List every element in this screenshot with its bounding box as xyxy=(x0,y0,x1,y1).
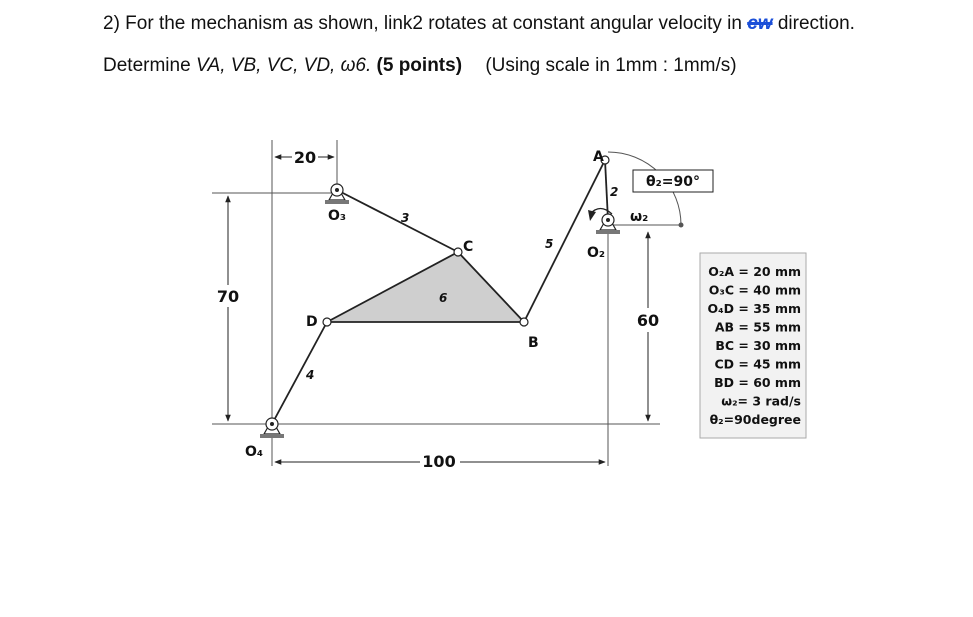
label-a: A xyxy=(593,149,604,165)
link-3 xyxy=(337,190,458,252)
given-item: AB = 55 mm xyxy=(714,319,801,335)
question-line-1-prefix: 2) For the mechanism as shown, link2 rotates at constant angular velocity in xyxy=(103,13,742,34)
omega2-label: ω₂ xyxy=(630,209,649,225)
joint-c xyxy=(454,248,462,256)
direction-annotation: cw xyxy=(747,13,773,34)
dim-70-label: 70 xyxy=(216,287,240,306)
omega2-arrowhead xyxy=(588,210,596,221)
label-b: B xyxy=(528,335,539,351)
dim-100-label: 100 xyxy=(422,452,456,471)
given-item: BD = 60 mm xyxy=(714,375,801,390)
link-label-6: 6 xyxy=(439,291,448,305)
label-d: D xyxy=(306,314,318,330)
dim-60-label: 60 xyxy=(636,311,660,330)
link-label-2: 2 xyxy=(610,185,619,199)
theta-arc-end xyxy=(679,223,684,228)
given-item: O₄D = 35 mm xyxy=(707,301,801,316)
dim-20-label: 20 xyxy=(293,148,317,167)
link-label-4: 4 xyxy=(306,368,315,382)
label-o2: O₂ xyxy=(587,245,606,261)
given-item: ω₂= 3 rad/s xyxy=(721,393,801,409)
given-item: O₃C = 40 mm xyxy=(708,282,801,298)
unknown-variables: VA, VB, VC, VD, ω6. xyxy=(195,55,372,76)
given-item: θ₂=90degree xyxy=(709,412,801,427)
joint-d xyxy=(323,318,331,326)
link-4 xyxy=(272,322,327,424)
given-item: O₂A = 20 mm xyxy=(708,264,801,279)
ground-pivot-o4 xyxy=(260,418,284,438)
given-item: BC = 30 mm xyxy=(715,338,801,353)
given-data-list xyxy=(708,264,801,427)
link-label-3: 3 xyxy=(401,211,410,225)
ground-pivot-o2 xyxy=(596,214,620,234)
scale-note: (Using scale in 1mm : 1mm/s) xyxy=(485,55,737,76)
points-label: (5 points) xyxy=(376,55,463,76)
question-line-1-suffix: direction. xyxy=(777,13,855,34)
given-item: CD = 45 mm xyxy=(714,356,801,372)
label-o3: O₃ xyxy=(328,208,347,224)
link-5 xyxy=(524,160,605,322)
label-c: C xyxy=(463,239,474,255)
label-o4: O₄ xyxy=(245,444,264,460)
link-label-5: 5 xyxy=(545,237,554,251)
link-6-triangle xyxy=(327,252,524,322)
determine-label: Determine xyxy=(103,55,191,76)
joint-b xyxy=(520,318,528,326)
theta-label: θ₂=90° xyxy=(646,174,700,190)
